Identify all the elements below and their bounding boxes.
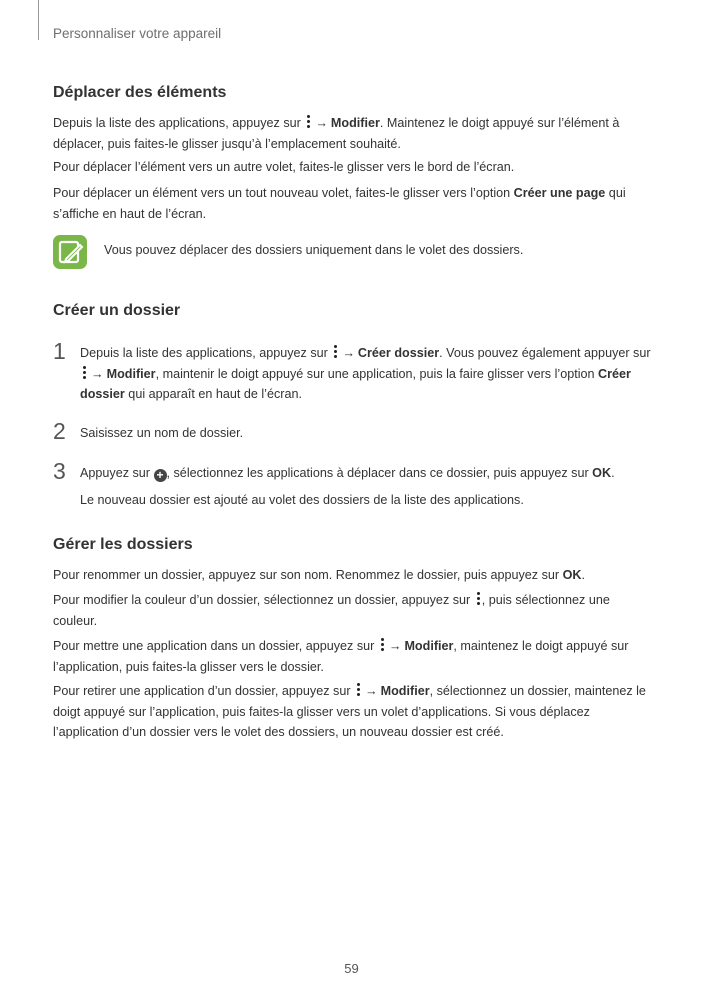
paragraph <box>53 113 653 154</box>
step-text <box>80 463 655 484</box>
text: , maintenez le doigt appuyé sur l’application, puis faites-la glisser vers le dossier. <box>53 639 629 674</box>
paragraph <box>53 183 653 224</box>
header-rule <box>38 0 39 40</box>
note-pencil-icon <box>53 235 87 269</box>
section-title-manage-folders: Gérer les dossiers <box>53 536 193 553</box>
more-options-icon <box>476 592 480 606</box>
bold-text: OK <box>592 466 612 480</box>
paragraph <box>53 681 653 743</box>
text: . Vous pouvez également appuyer sur <box>439 346 651 360</box>
arrow: → <box>342 346 355 360</box>
text: Pour retirer une application d’un dossier, appuyez sur <box>53 684 351 698</box>
text: . Maintenez le doigt appuyé sur l’élément à déplacer, puis faites-le glisser jusqu’à l’emplacement souhaité. <box>53 116 620 151</box>
text: Pour renommer un dossier, appuyez sur son nom. Renommez le dossier, puis appuyez sur <box>53 568 563 582</box>
step-number: 3 <box>53 458 66 484</box>
arrow: → <box>388 639 402 653</box>
text: , sélectionnez les applications à déplacer dans ce dossier, puis appuyez sur <box>166 466 593 480</box>
bold-text: Créer dossier <box>80 366 631 401</box>
more-options-icon <box>333 345 337 359</box>
more-options-icon <box>82 366 86 380</box>
text: Pour mettre une application dans un dossier, appuyez sur <box>53 639 375 653</box>
text: Pour modifier la couleur d’un dossier, sélectionnez un dossier, appuyez sur <box>53 593 471 607</box>
text: Pour déplacer un élément vers un tout nouveau volet, faites-le glisser vers l’option <box>53 186 514 200</box>
arrow: → <box>365 684 378 698</box>
text: qui apparaît en haut de l’écran. <box>124 387 302 401</box>
paragraph <box>53 636 653 677</box>
section-title-create-folder: Créer un dossier <box>53 302 181 319</box>
paragraph <box>53 565 653 586</box>
step-subtext: Le nouveau dossier est ajouté au volet des dossiers de la liste des applications. <box>80 493 524 507</box>
bold-text: Modifier <box>404 639 454 653</box>
step-number: 2 <box>53 418 66 444</box>
page-number: 59 <box>344 961 359 976</box>
step-text <box>80 343 655 405</box>
text: . <box>611 466 615 480</box>
add-icon: + <box>154 469 167 482</box>
more-options-icon <box>356 683 360 697</box>
text: Depuis la liste des applications, appuyez sur <box>53 116 301 130</box>
text: Appuyez sur <box>80 466 151 480</box>
more-options-icon <box>380 638 384 652</box>
text: , puis sélectionnez une couleur. <box>53 593 610 628</box>
more-options-icon <box>306 115 310 129</box>
text: Depuis la liste des applications, appuyez sur <box>80 346 328 360</box>
bold-text: Modifier <box>330 116 380 130</box>
step-text: Saisissez un nom de dossier. <box>80 426 244 440</box>
bold-text: Créer une page <box>513 186 606 200</box>
bold-text: Modifier <box>106 366 156 381</box>
arrow: → <box>91 366 104 381</box>
arrow: → <box>315 116 328 130</box>
bold-text: OK <box>562 568 582 582</box>
text: , sélectionnez un dossier, maintenez le doigt appuyé sur l’application, puis faites-la glisser vers un volet d’applications. Si vous déplacez l’application d’un dossier vers le volet des dossiers, un nouveau dossier est créé. <box>53 684 646 739</box>
bold-text: Modifier <box>380 684 430 698</box>
step-number: 1 <box>53 338 66 364</box>
text: , maintenir le doigt appuyé sur une application, puis la faire glisser vers l’option <box>155 366 599 381</box>
paragraph <box>53 590 653 631</box>
note-text: Vous pouvez déplacer des dossiers uniquement dans le volet des dossiers. <box>104 243 524 257</box>
bold-text: Créer dossier <box>357 346 440 360</box>
text: qui s’affiche en haut de l’écran. <box>53 186 626 221</box>
section-title-moving-items: Déplacer des éléments <box>53 84 227 101</box>
paragraph: Pour déplacer l’élément vers un autre volet, faites-le glisser vers le bord de l’écran. <box>53 160 515 174</box>
page-header: Personnaliser votre appareil <box>53 26 222 41</box>
text: . <box>581 568 585 582</box>
